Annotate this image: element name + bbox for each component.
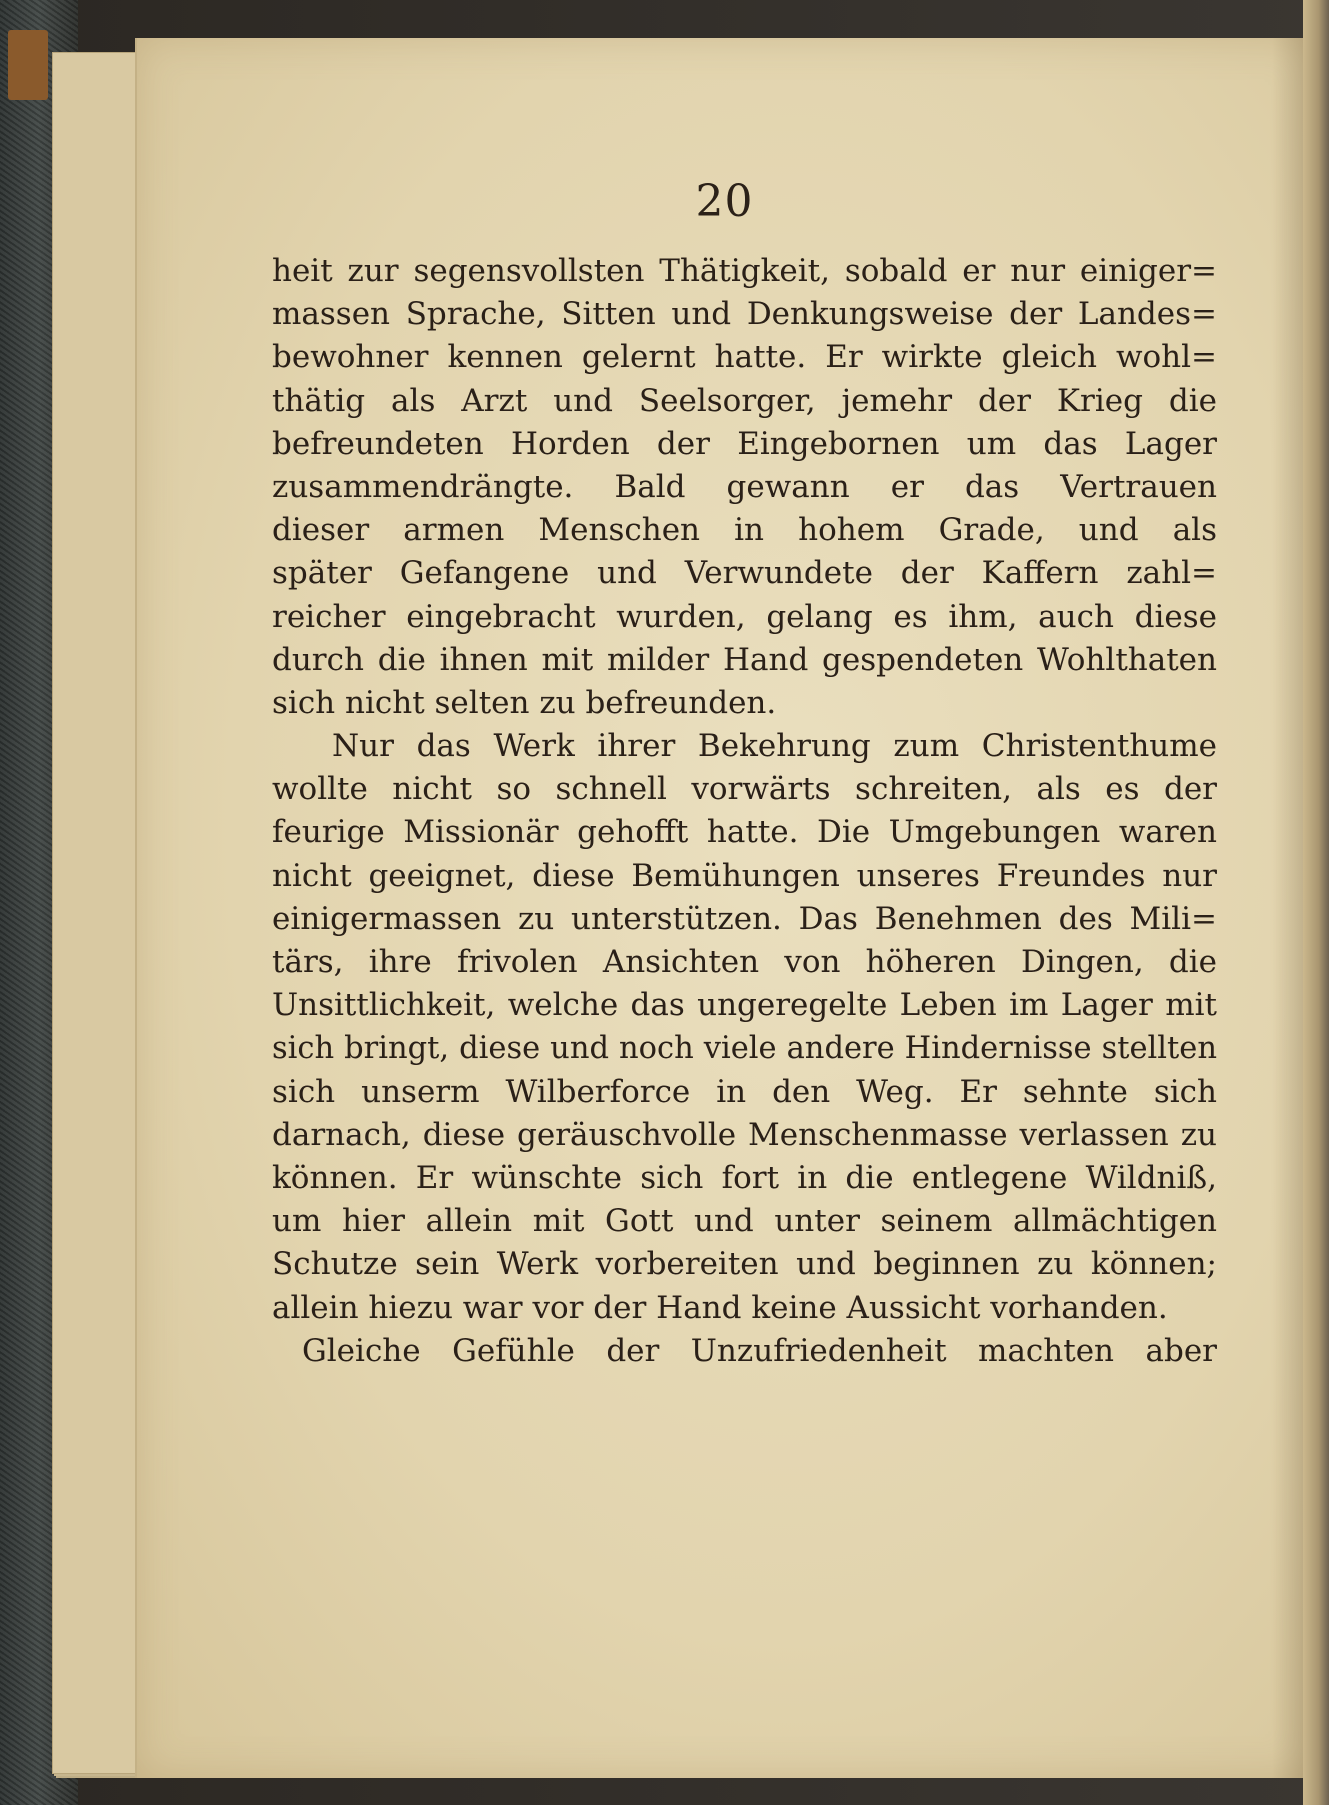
text-line: sich nicht selten zu befreunden. xyxy=(272,684,777,721)
text-line: sich unserm Wilberforce in den Weg. Er sehnte sich xyxy=(272,1073,1217,1110)
spine-leather-tab xyxy=(8,30,48,100)
text-line: zusammendrängte. Bald gewann er das Vertrauen xyxy=(272,468,1217,505)
page-number: 20 xyxy=(695,176,754,227)
page-body-text xyxy=(272,250,1217,1373)
text-line: allein hiezu war vor der Hand keine Aussicht vorhanden. xyxy=(272,1289,1168,1326)
text-line: Schutze sein Werk vorbereiten und beginnen zu können; xyxy=(272,1246,1217,1283)
text-line: können. Er wünschte sich fort in die entlegene Wildniß, xyxy=(272,1159,1217,1196)
text-line: einigermassen zu unterstützen. Das Benehmen des Mili= xyxy=(272,900,1217,937)
book-page xyxy=(135,38,1312,1778)
text-line: darnach, diese geräuschvolle Menschenmasse verlassen zu xyxy=(272,1116,1217,1153)
text-line: Unsittlichkeit, welche das ungeregelte Leben im Lager mit xyxy=(272,987,1217,1024)
text-line: sich bringt, diese und noch viele andere Hindernisse stellten xyxy=(272,1031,1217,1067)
text-line: um hier allein mit Gott und unter seinem allmächtigen xyxy=(272,1203,1217,1240)
text-line: Nur das Werk ihrer Bekehrung zum Christenthume xyxy=(332,728,1217,765)
text-line: tärs, ihre frivolen Ansichten von höheren Dingen, die xyxy=(272,944,1217,980)
text-line: thätig als Arzt und Seelsorger, jemehr der Krieg die xyxy=(272,382,1217,419)
text-line: bewohner kennen gelernt hatte. Er wirkte gleich wohl= xyxy=(272,339,1217,376)
book-right-edge xyxy=(1303,0,1329,1805)
text-line: durch die ihnen mit milder Hand gespendeten Wohlthaten xyxy=(272,641,1217,678)
text-line: nicht geeignet, diese Bemühungen unseres Freundes nur xyxy=(272,857,1217,894)
text-line: heit zur segensvollsten Thätigkeit, sobald er nur einiger= xyxy=(272,253,1217,289)
text-line: massen Sprache, Sitten und Denkungsweise der Landes= xyxy=(272,296,1217,333)
text-line: feurige Missionär gehofft hatte. Die Umgebungen waren xyxy=(272,814,1217,851)
text-line: wollte nicht so schnell vorwärts schreiten, als es der xyxy=(272,771,1217,808)
text-line: befreundeten Horden der Eingebornen um das Lager xyxy=(272,425,1217,462)
text-line: Gleiche Gefühle der Unzufriedenheit machten aber xyxy=(302,1332,1217,1369)
text-line: reicher eingebracht wurden, gelang es ihm, auch diese xyxy=(272,598,1217,635)
text-line: dieser armen Menschen in hohem Grade, und als xyxy=(272,512,1217,549)
text-line: später Gefangene und Verwundete der Kaffern zahl= xyxy=(272,555,1217,592)
